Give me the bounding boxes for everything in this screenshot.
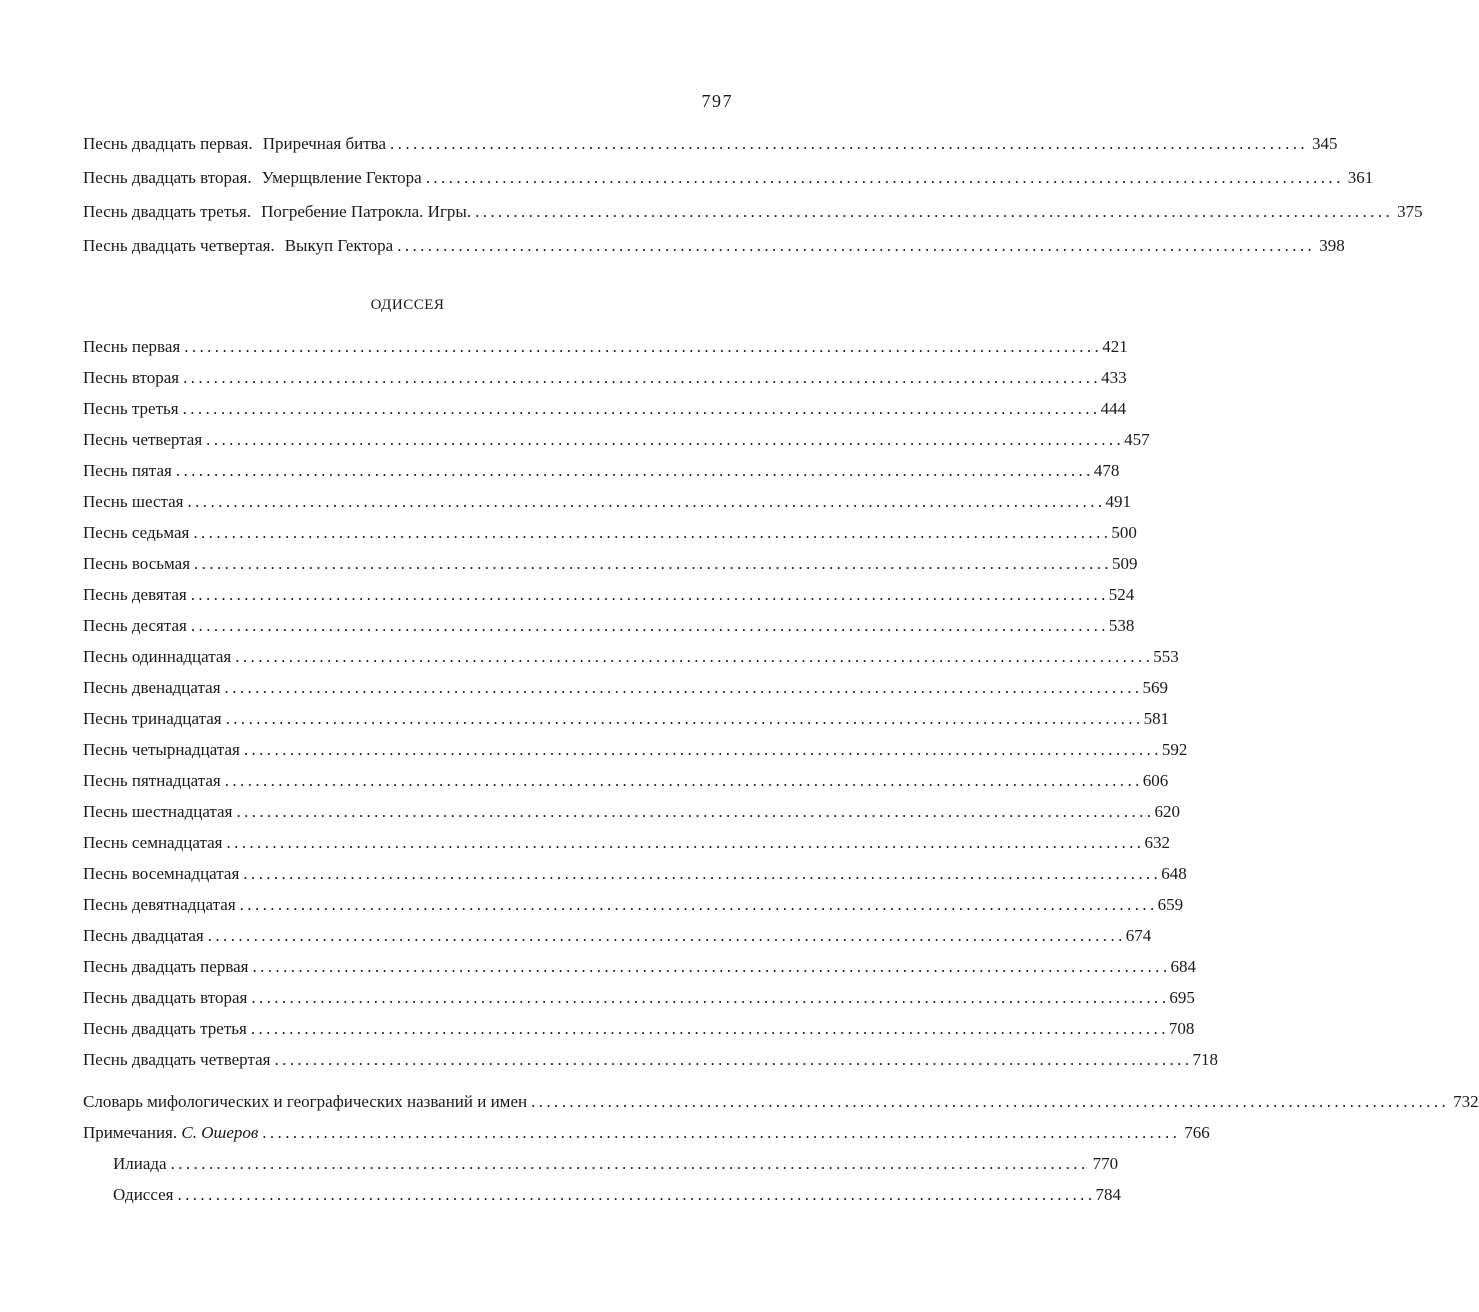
toc-entry-notes-odyssey — [113, 1183, 1121, 1207]
toc-entry-page: 538 — [1108, 616, 1135, 635]
toc-entry-title: Песнь четырнадцатая — [83, 740, 240, 759]
dot-leader: ........................................................................................................................ — [236, 802, 1155, 821]
toc-entry-page: 398 — [1319, 236, 1345, 255]
toc-entry-page: 553 — [1153, 647, 1179, 666]
toc-entry — [83, 521, 1137, 545]
toc-entry-page: 648 — [1161, 864, 1187, 883]
toc-entry-title: Илиада — [113, 1154, 167, 1173]
toc-entry-title: Песнь девятая — [83, 585, 187, 604]
dot-leader: ........................................................................................................................ — [252, 957, 1171, 976]
dot-leader: ........................................................................................................................ — [190, 616, 1109, 635]
toc-entry — [83, 955, 1196, 979]
toc-entry-title: Песнь пятнадцатая — [83, 771, 221, 790]
toc-entry-title — [83, 166, 422, 190]
dot-leader: ........................................................................................................................ — [531, 1092, 1450, 1111]
dot-leader: ........................................................................................................................ — [262, 1123, 1181, 1142]
toc-entry — [83, 986, 1195, 1010]
section-heading-odyssey: ОДИССЕЯ — [370, 297, 445, 313]
toc-entry-page: 509 — [1112, 554, 1138, 573]
song-title: Погребение Патрокла. Игры. — [261, 202, 472, 221]
toc-entry-page: 606 — [1142, 771, 1169, 790]
toc-entry — [83, 490, 1131, 514]
toc-entry-title: Песнь двадцатая — [83, 926, 204, 945]
toc-entry-title: Песнь шестнадцатая — [83, 802, 233, 821]
toc-entry — [83, 397, 1127, 421]
toc-entry — [83, 676, 1169, 700]
toc-entry-page: 361 — [1347, 168, 1374, 187]
toc-entry-title — [83, 132, 386, 156]
dot-leader: ........................................................................................................................ — [397, 236, 1316, 255]
toc-entry-title: Песнь двадцать вторая — [83, 988, 248, 1007]
toc-entry-page: 766 — [1184, 1123, 1210, 1142]
toc-entry-page: 500 — [1111, 523, 1137, 542]
dot-leader: ........................................................................................................................ — [251, 988, 1170, 1007]
toc-entry — [83, 831, 1170, 855]
toc-entry — [83, 428, 1150, 452]
song-number: Песнь двадцать третья. — [83, 202, 252, 221]
toc-entry — [83, 234, 1345, 258]
toc-entry-page: 770 — [1092, 1154, 1119, 1173]
dot-leader: ........................................................................................................................ — [235, 647, 1154, 666]
dot-leader: ........................................................................................................................ — [390, 134, 1309, 153]
toc-entry-title: Песнь двадцать четвертая — [83, 1050, 271, 1069]
toc-entry-page: 345 — [1312, 134, 1338, 153]
toc-entry-title: Песнь шестая — [83, 492, 184, 511]
dot-leader: ........................................................................................................................ — [243, 740, 1162, 759]
dot-leader: ........................................................................................................................ — [190, 585, 1109, 604]
page-number: 797 — [701, 91, 733, 111]
toc-entry-page: 674 — [1125, 926, 1152, 945]
toc-entry — [83, 132, 1338, 156]
toc-entry-title: Словарь мифологических и географических названий и имен — [83, 1092, 528, 1111]
song-title: Умерщвление Гектора — [261, 168, 422, 187]
toc-entry-page: 569 — [1142, 678, 1169, 697]
toc-entry-title: Песнь двадцать первая — [83, 957, 249, 976]
toc-entry-title: Песнь седьмая — [83, 523, 190, 542]
toc-entry — [83, 893, 1184, 917]
toc-entry-page: 457 — [1124, 430, 1150, 449]
toc-entry-title: Песнь девятнадцатая — [83, 895, 236, 914]
dot-leader: ........................................................................................................................ — [184, 337, 1103, 356]
toc-entry-title: Песнь четвертая — [83, 430, 203, 449]
toc-entry-title: Песнь первая — [83, 337, 181, 356]
toc-entry-page: 632 — [1144, 833, 1170, 852]
dot-leader: ........................................................................................................................ — [170, 1154, 1089, 1173]
toc-entry-title: Песнь вторая — [83, 368, 180, 387]
dot-leader: ........................................................................................................................ — [207, 926, 1126, 945]
toc-entry-title: Песнь пятая — [83, 461, 172, 480]
toc-entry-title: Песнь третья — [83, 399, 179, 418]
toc-entry-title: Песнь семнадцатая — [83, 833, 223, 852]
dot-leader: ........................................................................................................................ — [475, 202, 1394, 221]
toc-entry-page: 491 — [1105, 492, 1131, 511]
song-number: Песнь двадцать вторая. — [83, 168, 252, 187]
dot-leader: ........................................................................................................................ — [187, 492, 1106, 511]
toc-entry — [83, 459, 1120, 483]
toc-entry-page: 581 — [1143, 709, 1170, 728]
dot-leader: ........................................................................................................................ — [226, 833, 1145, 852]
toc-entry-title: Песнь одиннадцатая — [83, 647, 232, 666]
song-title: Приречная битва — [262, 134, 387, 153]
toc-entry-page: 620 — [1154, 802, 1180, 821]
toc-entry-page: 433 — [1101, 368, 1127, 387]
toc-entry-title: Песнь десятая — [83, 616, 187, 635]
toc-entry-title — [83, 200, 471, 224]
toc-entry-page: 421 — [1102, 337, 1128, 356]
toc-entry — [83, 800, 1180, 824]
toc-entry-notes-iliad — [113, 1152, 1119, 1176]
toc-entry-notes — [83, 1121, 1210, 1145]
dot-leader: ........................................................................................................................ — [194, 554, 1113, 573]
dot-leader: ........................................................................................................................ — [193, 523, 1112, 542]
toc-entry-page: 732 — [1453, 1092, 1479, 1111]
toc-entry-page: 718 — [1192, 1050, 1218, 1069]
toc-entry-title: Песнь восемнадцатая — [83, 864, 240, 883]
toc-entry-page: 684 — [1170, 957, 1196, 976]
dot-leader: ........................................................................................................................ — [425, 168, 1344, 187]
toc-entry-page: 708 — [1168, 1019, 1195, 1038]
toc-entry-title: Песнь двенадцатая — [83, 678, 221, 697]
song-title: Выкуп Гектора — [284, 236, 394, 255]
toc-entry — [83, 1048, 1218, 1072]
toc-entry — [83, 862, 1187, 886]
toc-entry-title: Песнь восьмая — [83, 554, 191, 573]
toc-entry-page: 524 — [1108, 585, 1135, 604]
dot-leader: ........................................................................................................................ — [224, 678, 1143, 697]
toc-entry-page: 695 — [1169, 988, 1195, 1007]
toc-entry-page: 444 — [1100, 399, 1127, 418]
toc-entry-page: 478 — [1093, 461, 1120, 480]
notes-author: С. Ошеров — [181, 1123, 259, 1142]
dot-leader: ........................................................................................................................ — [225, 709, 1144, 728]
toc-entry-title: Песнь тринадцатая — [83, 709, 222, 728]
dot-leader: ........................................................................................................................ — [250, 1019, 1169, 1038]
toc-entry — [83, 645, 1179, 669]
toc-entry — [83, 335, 1128, 359]
toc-entry-title: Песнь двадцать третья — [83, 1019, 247, 1038]
dot-leader: ........................................................................................................................ — [274, 1050, 1193, 1069]
toc-entry — [83, 707, 1170, 731]
toc-entry-page: 784 — [1095, 1185, 1121, 1204]
toc-entry-dictionary — [83, 1090, 1479, 1114]
dot-leader: ........................................................................................................................ — [175, 461, 1094, 480]
toc-entry-title — [83, 1121, 258, 1145]
dot-leader: ........................................................................................................................ — [206, 430, 1125, 449]
dot-leader: ........................................................................................................................ — [183, 368, 1102, 387]
dot-leader: ........................................................................................................................ — [182, 399, 1101, 418]
toc-entry-page: 592 — [1161, 740, 1188, 759]
toc-entry — [83, 738, 1188, 762]
toc-entry — [83, 614, 1135, 638]
song-number: Песнь двадцать четвертая. — [83, 236, 275, 255]
dot-leader: ........................................................................................................................ — [177, 1185, 1096, 1204]
toc-entry-page: 375 — [1397, 202, 1423, 221]
toc-entry — [83, 1017, 1195, 1041]
toc-entry — [83, 924, 1152, 948]
song-number: Песнь двадцать первая. — [83, 134, 253, 153]
toc-entry — [83, 583, 1135, 607]
notes-label: Примечания. — [83, 1123, 178, 1142]
toc-entry — [83, 366, 1127, 390]
toc-entry — [83, 552, 1138, 576]
toc-entry-page: 659 — [1157, 895, 1184, 914]
dot-leader: ........................................................................................................................ — [243, 864, 1162, 883]
dot-leader: ........................................................................................................................ — [239, 895, 1158, 914]
toc-entry-title — [83, 234, 393, 258]
toc-entry-title: Одиссея — [113, 1185, 174, 1204]
dot-leader: ........................................................................................................................ — [224, 771, 1143, 790]
toc-entry — [83, 200, 1423, 224]
toc-entry — [83, 769, 1169, 793]
toc-entry — [83, 166, 1374, 190]
